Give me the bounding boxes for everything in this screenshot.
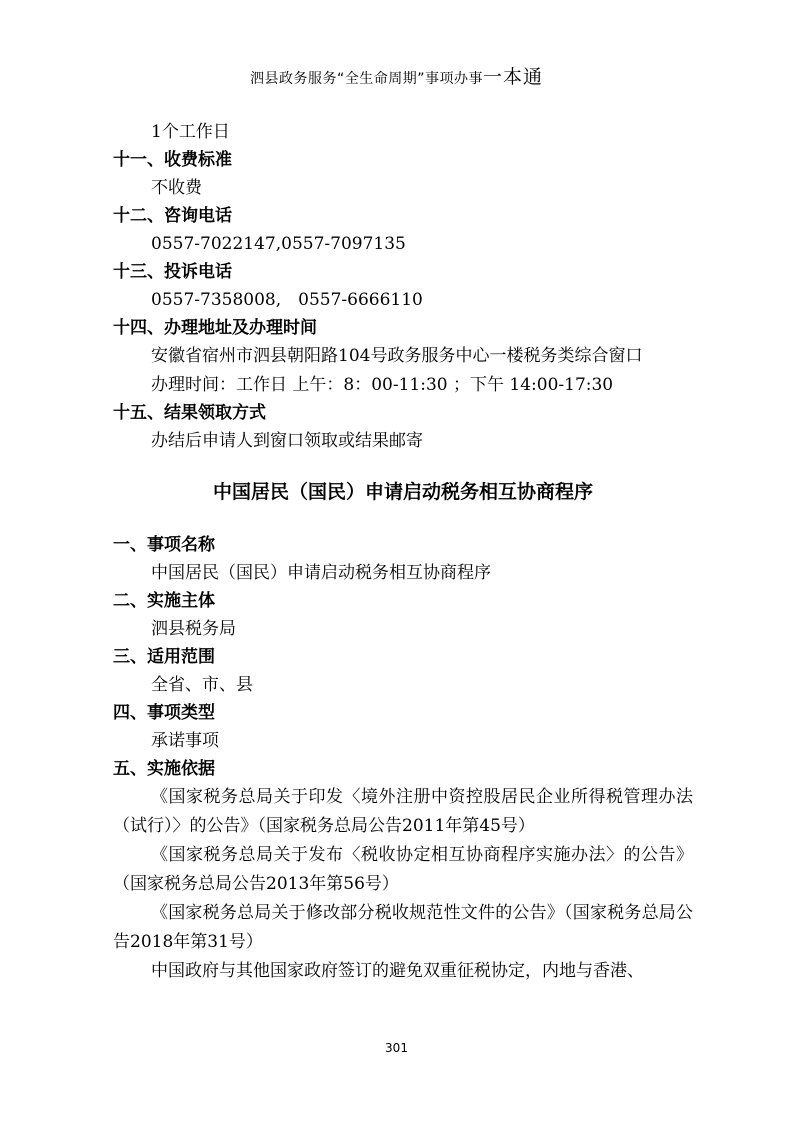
legal-basis-3: 《国家税务总局关于修改部分税收规范性文件的公告》（国家税务总局公告2018年第31号） (113, 903, 693, 952)
section-heading-consult-phone: 十二、咨询电话 (113, 206, 232, 226)
fees-value: 不收费 (151, 178, 202, 198)
office-hours-value: 办理时间：工作日 上午：8：00-11:30 ；下午 14:00-17:30 (151, 375, 614, 395)
address-value: 安徽省宿州市泗县朝阳路104号政务服务中心一楼税务类综合窗口 (151, 346, 643, 366)
scope-value: 全省、市、县 (151, 675, 253, 695)
section-heading-address-hours: 十四、办理地址及办理时间 (113, 318, 317, 338)
section-heading-scope: 三、适用范围 (113, 647, 215, 667)
header-title-tail: 一本通 (483, 66, 544, 88)
consult-phone-value: 0557-7022147,0557-7097135 (151, 234, 406, 254)
legal-basis-1: 《国家税务总局关于印发〈境外注册中资控股居民企业所得税管理办法（试行）〉的公告》（国家税务总局公告2011年第45号） (113, 787, 693, 836)
page-number: 301 (385, 1041, 408, 1055)
legal-basis-4: 中国政府与其他国家政府签订的避免双重征税协定，内地与香港、 (151, 961, 644, 981)
section-heading-legal-basis: 五、实施依据 (113, 759, 215, 779)
section-heading-item-name: 一、事项名称 (113, 535, 215, 555)
section-heading-result-pickup: 十五、结果领取方式 (113, 403, 266, 423)
document-body (113, 118, 693, 986)
section-heading-fees: 十一、收费标准 (113, 150, 232, 170)
item-title: 中国居民（国民）申请启动税务相互协商程序 (212, 481, 593, 503)
result-pickup-value: 办结后申请人到窗口领取或结果邮寄 (151, 431, 423, 451)
page-header (0, 62, 793, 89)
item-name-value: 中国居民（国民）申请启动税务相互协商程序 (151, 563, 491, 583)
header-title: 泗县政务服务“全生命周期”事项办事 (249, 71, 483, 87)
duration-value: 1个工作日 (151, 122, 230, 142)
item-type-value: 承诺事项 (151, 731, 219, 751)
implementing-body-value: 泗县税务局 (151, 619, 236, 639)
complaint-phone-value: 0557-7358008, 0557-6666110 (151, 290, 423, 310)
section-heading-implementing-body: 二、实施主体 (113, 591, 215, 611)
legal-basis-2: 《国家税务总局关于发布〈税收协定相互协商程序实施办法〉的公告》（国家税务总局公告2013年第56号） (113, 845, 693, 894)
section-heading-complaint-phone: 十三、投诉电话 (113, 262, 232, 282)
section-heading-item-type: 四、事项类型 (113, 703, 215, 723)
